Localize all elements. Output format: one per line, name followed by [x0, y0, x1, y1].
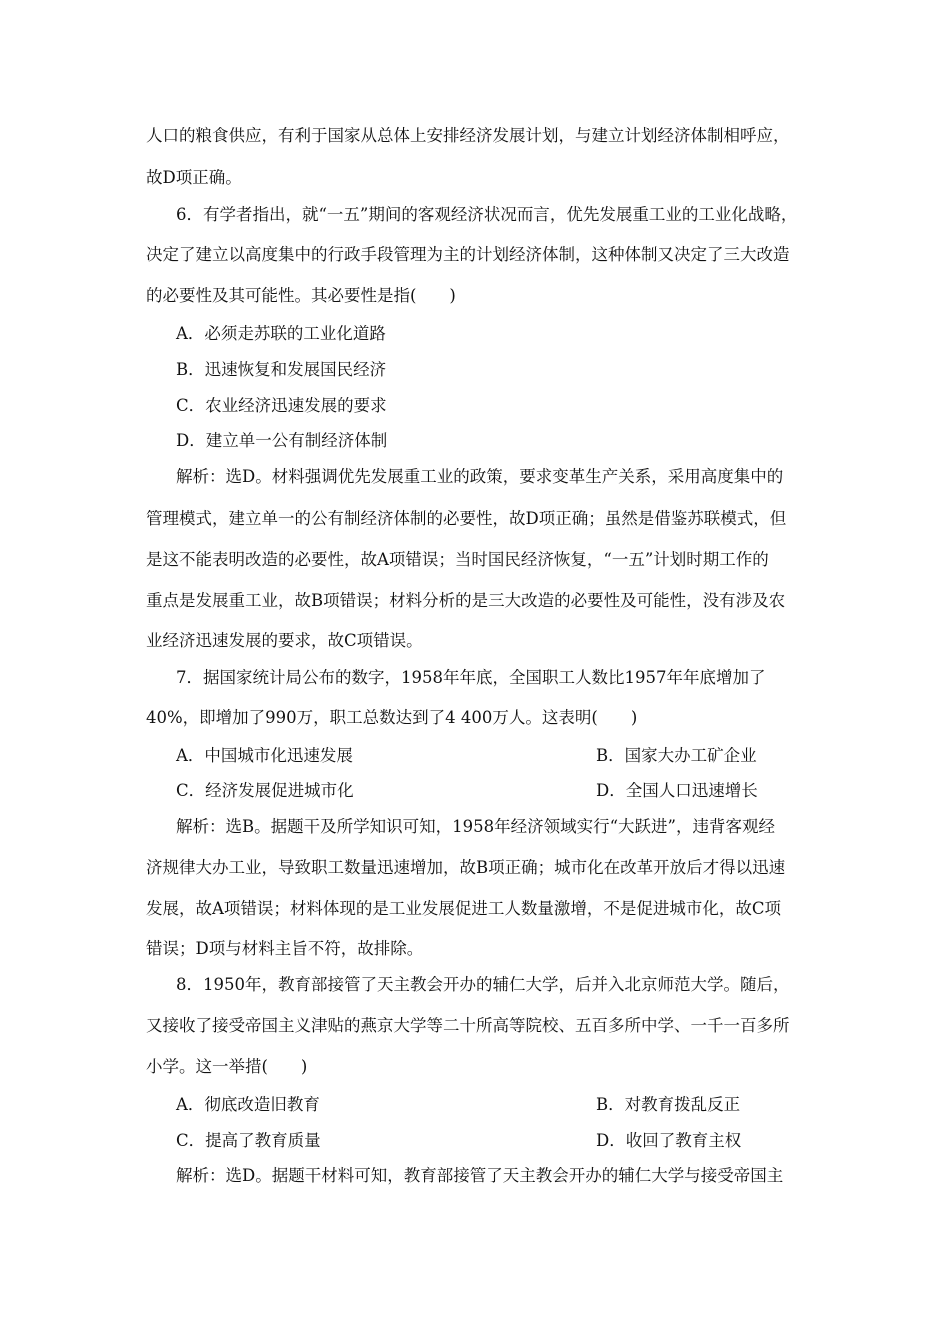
question-8-analysis: 解析：选D。据题干材料可知，教育部接管了天主教会开办的辅仁大学与接受帝国主 — [176, 1166, 784, 1185]
question-7-stem: 40%，即增加了990万，职工总数达到了4 400万人。这表明( ) — [146, 708, 638, 727]
question-6-option-b: B．迅速恢复和发展国民经济 — [176, 360, 387, 379]
question-6-stem: 决定了建立以高度集中的行政手段管理为主的计划经济体制，这种体制又决定了三大改造 — [146, 245, 790, 264]
question-7-option-a: A．中国城市化迅速发展 — [176, 746, 353, 765]
question-6-option-c: C．农业经济迅速发展的要求 — [176, 396, 387, 415]
question-8-option-c: C．提高了教育质量 — [176, 1131, 321, 1150]
question-6-analysis: 是这不能表明改造的必要性，故A项错误；当时国民经济恢复，“一五”计划时期工作的 — [146, 550, 769, 569]
question-8-option-b: B．对教育拨乱反正 — [596, 1095, 741, 1114]
question-6-analysis: 业经济迅速发展的要求，故C项错误。 — [146, 631, 423, 650]
text-line: 故D项正确。 — [146, 168, 242, 187]
question-6-analysis: 重点是发展重工业，故B项错误；材料分析的是三大改造的必要性及可能性，没有涉及农 — [146, 591, 786, 610]
question-8-stem: 又接收了接受帝国主义津贴的燕京大学等二十所高等院校、五百多所中学、一千一百多所 — [146, 1016, 790, 1035]
question-7-option-b: B．国家大办工矿企业 — [596, 746, 757, 765]
question-7-analysis: 发展，故A项错误；材料体现的是工业发展促进工人数量激增，不是促进城市化，故C项 — [146, 899, 782, 918]
question-6-analysis: 管理模式，建立单一的公有制经济体制的必要性，故D项正确；虽然是借鉴苏联模式，但 — [146, 509, 787, 528]
question-7-analysis: 解析：选B。据题干及所学知识可知，1958年经济领域实行“大跃进”，违背客观经 — [176, 817, 775, 836]
question-7-analysis: 济规律大办工业，导致职工数量迅速增加，故B项正确；城市化在改革开放后才得以迅速 — [146, 858, 786, 877]
question-7-option-c: C．经济发展促进城市化 — [176, 781, 354, 800]
question-7-analysis: 错误；D项与材料主旨不符，故排除。 — [146, 939, 424, 958]
question-6-option-d: D．建立单一公有制经济体制 — [176, 431, 388, 450]
question-7-option-d: D．全国人口迅速增长 — [596, 781, 758, 800]
question-6-stem: 的必要性及其可能性。其必要性是指( ) — [146, 286, 456, 305]
question-6-stem: 6．有学者指出，就“一五”期间的客观经济状况而言，优先发展重工业的工业化战略， — [176, 205, 798, 224]
question-8-stem: 8．1950年，教育部接管了天主教会开办的辅仁大学，后并入北京师范大学。随后， — [176, 975, 790, 994]
question-7-stem: 7．据国家统计局公布的数字，1958年年底，全国职工人数比1957年年底增加了 — [176, 668, 766, 687]
question-6-option-a: A．必须走苏联的工业化道路 — [176, 324, 386, 343]
question-8-option-a: A．彻底改造旧教育 — [176, 1095, 320, 1114]
question-8-option-d: D．收回了教育主权 — [596, 1131, 742, 1150]
text-line: 人口的粮食供应，有利于国家从总体上安排经济发展计划，与建立计划经济体制相呼应， — [146, 126, 790, 145]
question-6-analysis: 解析：选D。材料强调优先发展重工业的政策，要求变革生产关系，采用高度集中的 — [176, 467, 784, 486]
question-8-stem: 小学。这一举措( ) — [146, 1057, 308, 1076]
